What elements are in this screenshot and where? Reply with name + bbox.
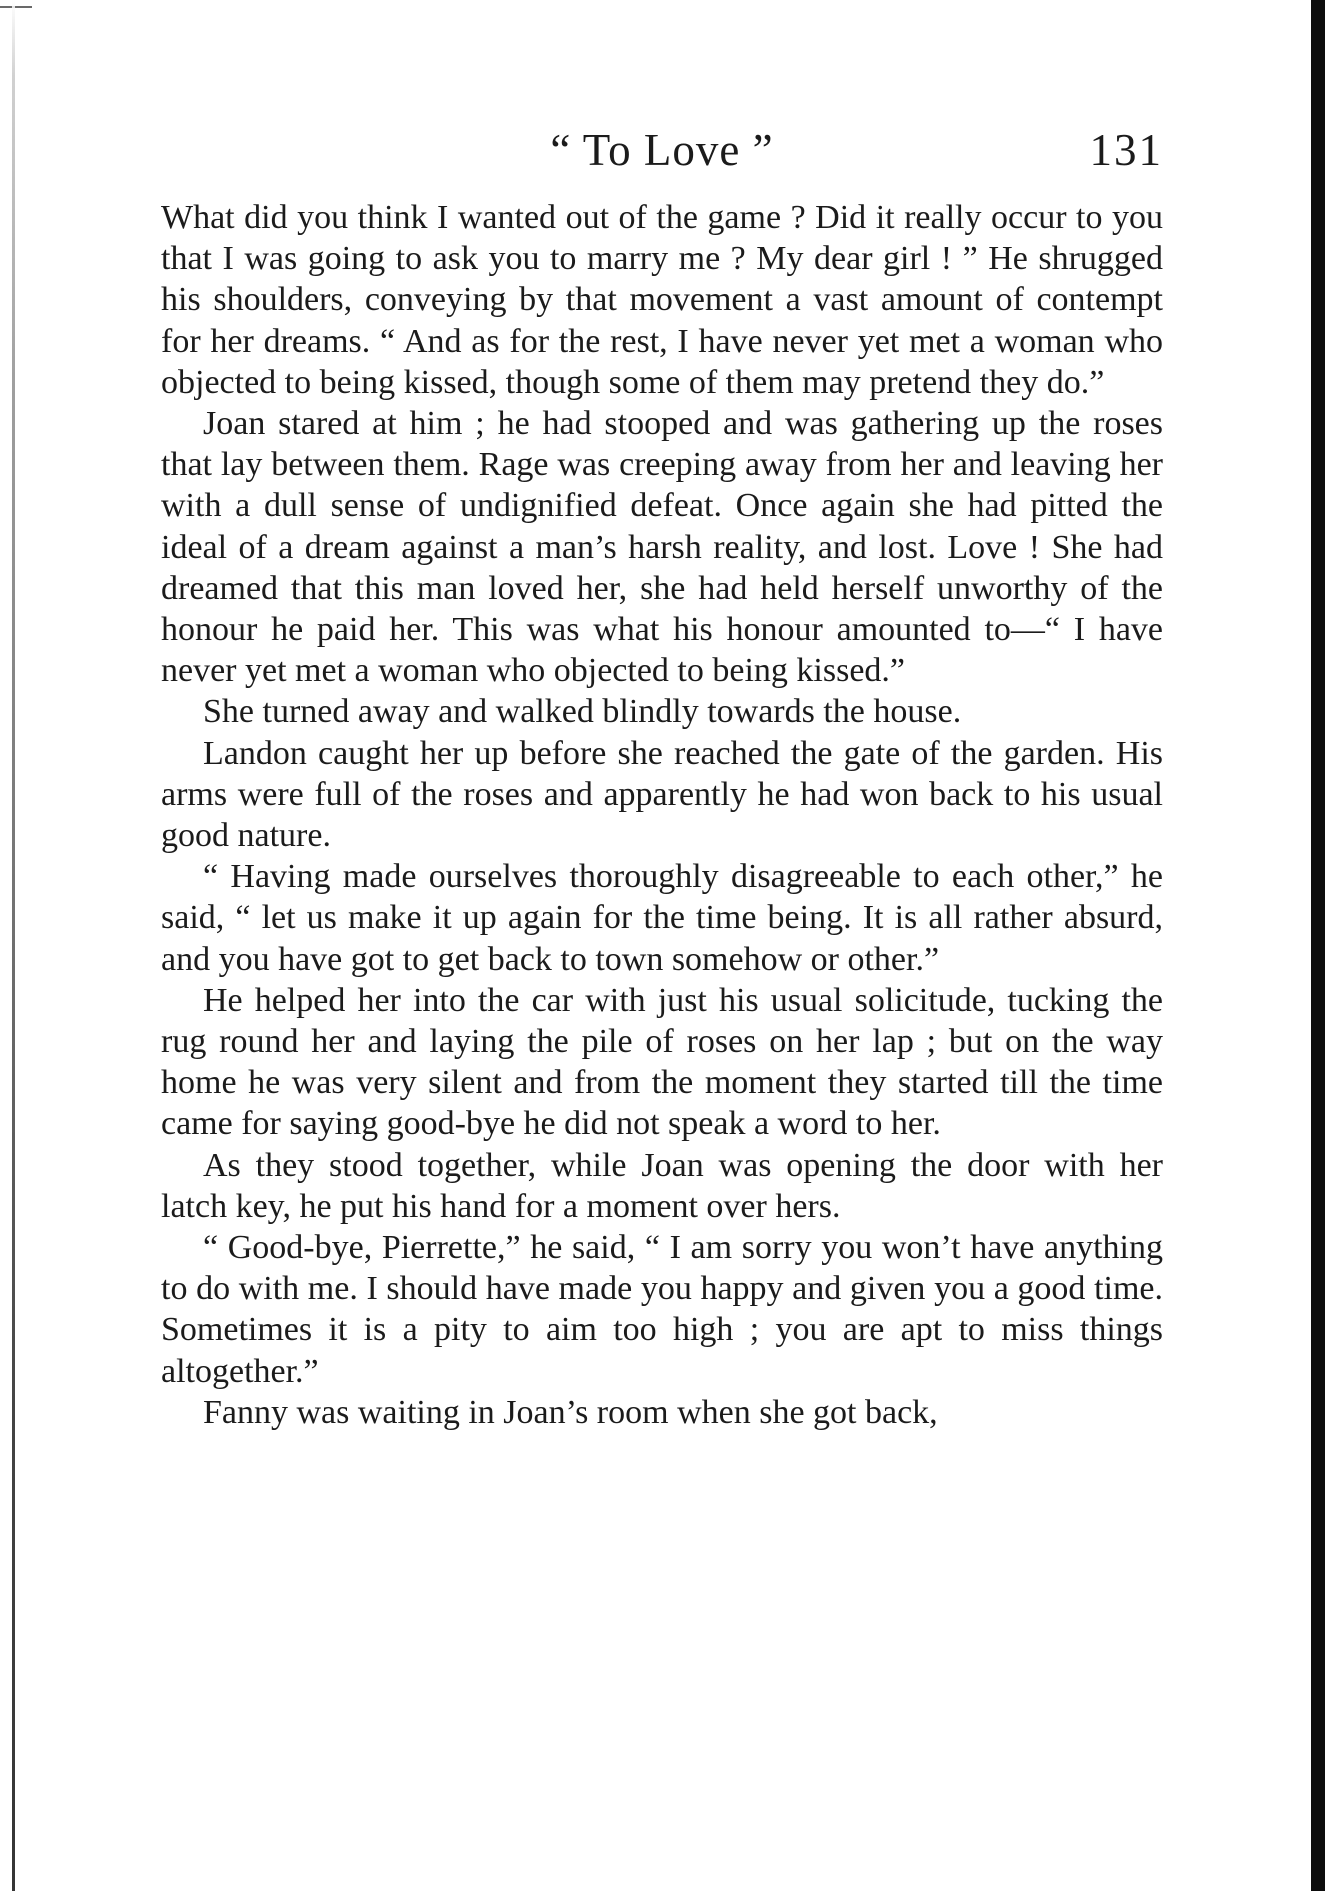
paragraph: “ Having made ourselves thoroughly disagreeable to each other,” he said, “ let us make it up again for the time being. It is all rather absurd, and you have got to get back to town somehow or other.” xyxy=(161,858,1163,978)
paragraph: “ Good-bye, Pierrette,” he said, “ I am sorry you won’t have anything to do with me. I should have made you happy and given you a good time. Sometimes it is a pity to aim too high ; you are apt to miss things altogether.” xyxy=(161,1229,1163,1390)
body-text xyxy=(161,197,1163,1433)
chapter-title: “ To Love ” xyxy=(550,125,774,175)
paragraph: Landon caught her up before she reached the gate of the garden. His arms were full of the roses and apparently he had won back to his usual good nature. xyxy=(161,734,1163,855)
running-header xyxy=(161,124,1163,180)
paragraph: What did you think I wanted out of the game ? Did it really occur to you that I was going to ask you to marry me ? My dear girl ! ” He shrugged his shoulders, conveying by that movement a vast amount of contempt for her dreams. “ And as for the rest, I have never yet met a woman who objected to being kissed, though some of them may pretend they do.” xyxy=(161,199,1163,401)
paragraph: She turned away and walked blindly towards the house. xyxy=(203,693,962,731)
paragraph: As they stood together, while Joan was opening the door with her latch key, he put his hand for a moment over hers. xyxy=(161,1146,1163,1225)
scan-edge-mark-top xyxy=(0,6,32,8)
paragraph: Joan stared at him ; he had stooped and was gathering up the roses that lay between them. Rage was creeping away from her and leaving her with a dull sense of undignified defeat. Once again she had pitted the ideal of a dream against a man’s harsh reality, and lost. Love ! She had dreamed that this man loved her, she had held herself unworthy of the honour he paid her. This was what his honour amounted to—“ I have never yet met a woman who objected to being kissed.” xyxy=(161,405,1163,690)
scan-edge-right xyxy=(1311,0,1325,1891)
paragraph: Fanny was waiting in Joan’s room when she got back, xyxy=(203,1393,938,1431)
paragraph: He helped her into the car with just his usual solicitude, tucking the rug round her and laying the pile of roses on her lap ; but on the way home he was very silent and from the moment they started till the time came for saying good-bye he did not speak a word to her. xyxy=(161,981,1163,1143)
scan-edge-left xyxy=(12,0,15,1891)
page-number: 131 xyxy=(1089,125,1163,175)
